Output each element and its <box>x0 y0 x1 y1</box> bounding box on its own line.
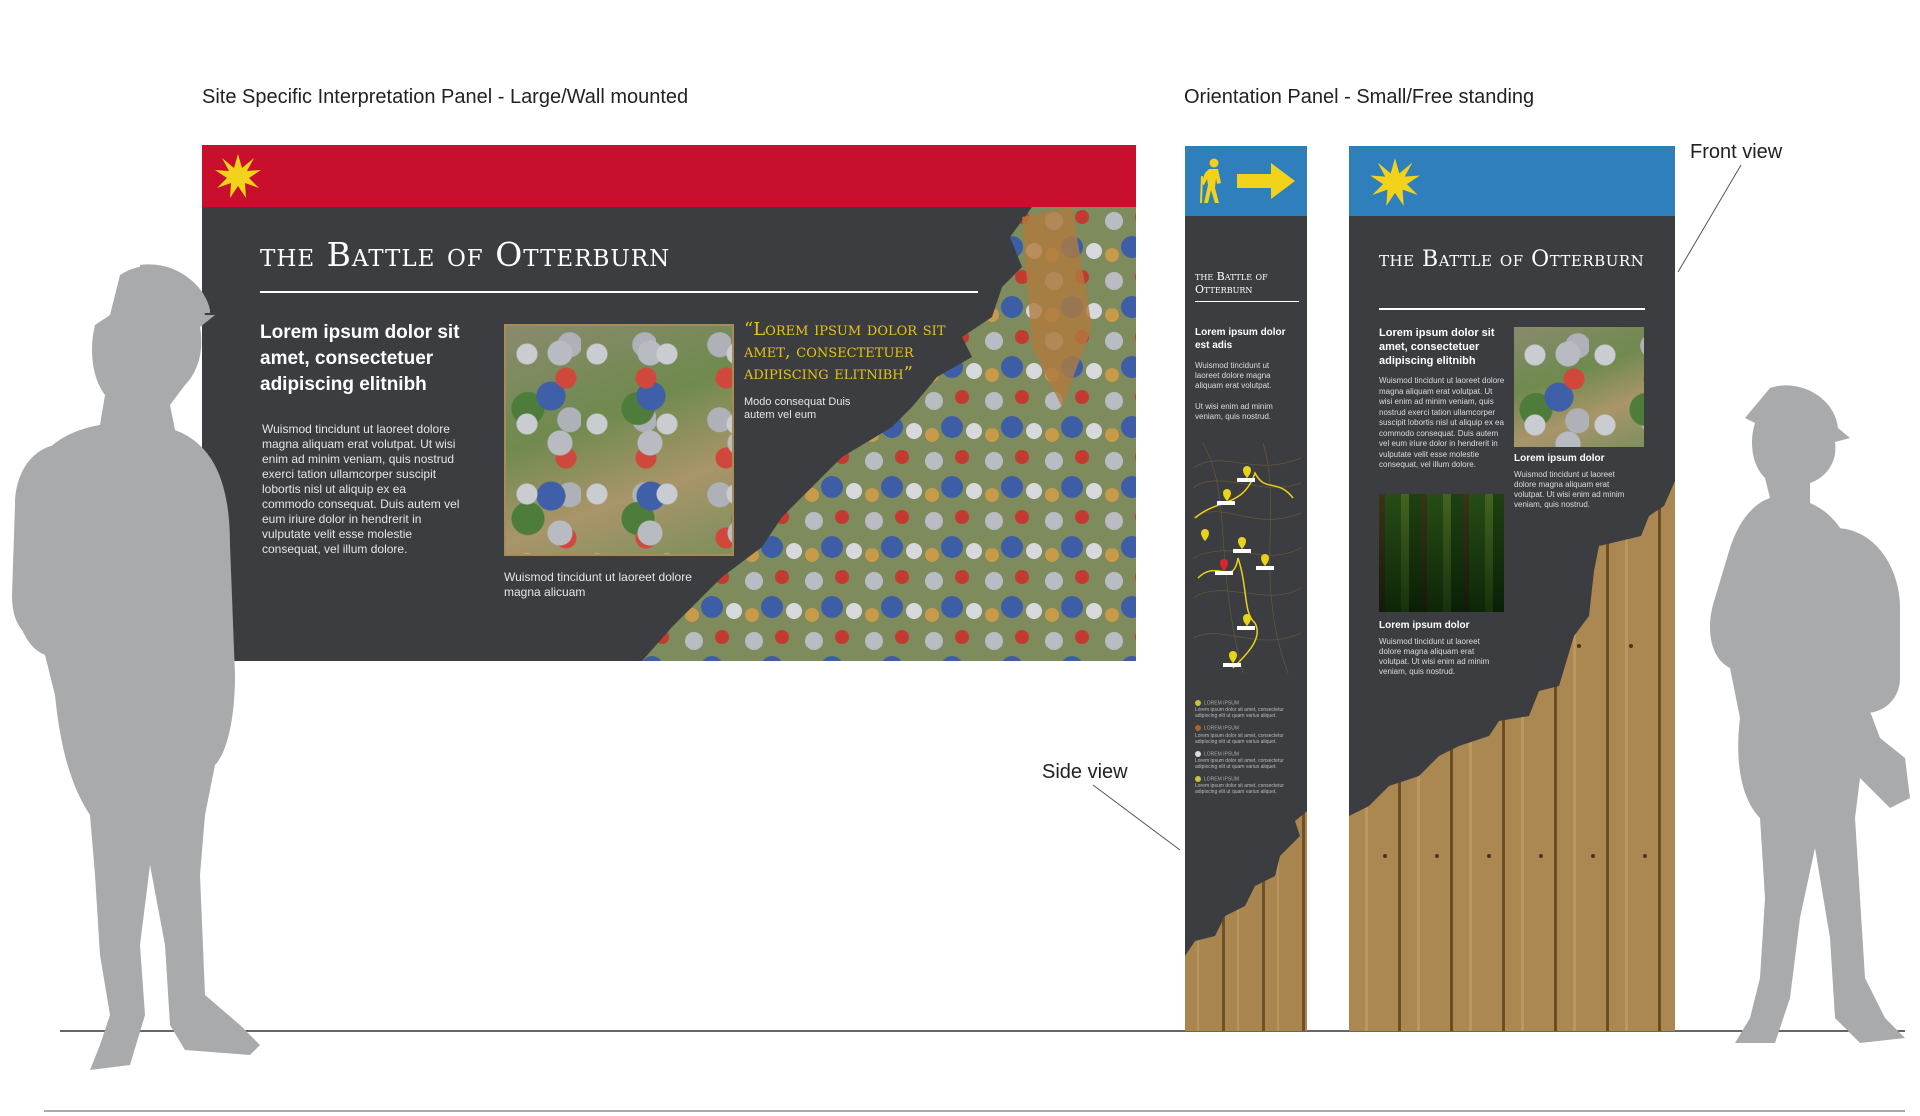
legend-text: Lorem ipsum dolor sit amet, consectetur adipiscing elit ut quam varius aliquet. <box>1195 783 1284 796</box>
large-panel-title: the Battle of Otterburn <box>260 235 671 274</box>
large-interpretation-panel <box>202 145 1136 661</box>
map-legend <box>1195 700 1299 801</box>
manuscript-thumbnail <box>1514 327 1644 447</box>
star-burst-icon <box>1369 156 1421 208</box>
front-panel-body-text: Wuismod tincidunt ut laoreet dolore magna aliquam erat volutpat. Ut wisi enim ad minim veniam, quis nostrud exerci tation ullamcorper suscipit lobortis nisl ut aliquip ex ea commodo consequat. Duis autem vel eum iriure dolor in hendrerit in vulputate velit esse molestie consequat, vel illum dolore. <box>1379 376 1505 469</box>
forest-photo-text: Wuismod tincidunt ut laoreet dolore magna aliquam erat volutpat. Ut wisi enim ad minim veniam, quis nostrud. <box>1379 637 1490 676</box>
legend-label: LOREM IPSUM <box>1204 750 1240 757</box>
legend-label: LOREM IPSUM <box>1204 700 1240 707</box>
trail-map <box>1193 438 1301 678</box>
hiker-icon <box>1199 158 1227 204</box>
legend-text: Lorem ipsum dolor sit amet, consectetur adipiscing elit ut quam varius aliquet. <box>1195 707 1284 720</box>
forest-photo-caption: Lorem ipsum dolor <box>1379 620 1470 631</box>
image-caption: Wuismod tincidunt ut laoreet dolore magna alicuam <box>504 570 692 599</box>
large-panel-header <box>202 145 1136 207</box>
thumbnail-caption: Lorem ipsum dolor <box>1514 453 1605 464</box>
legend-item <box>1195 725 1299 744</box>
side-panel-body-1: Wuismod tincidunt ut laoreet dolore magna aliquam erat volutpat. <box>1195 361 1272 390</box>
thumbnail-text: Wuismod tincidunt ut laoreet dolore magna aliquam erat volutpat. Ut wisi enim ad minim veniam, quis nostrud. <box>1514 470 1625 509</box>
side-panel-title: the Battle of Otterburn <box>1195 270 1268 296</box>
front-title-divider <box>1379 308 1645 310</box>
side-title-divider <box>1195 301 1299 302</box>
title-divider <box>260 291 978 293</box>
side-panel-heading: Lorem ipsum dolor est adis <box>1195 327 1286 351</box>
pull-quote: “Lorem ipsum dolor sit amet, consectetuer adipiscing elitnibh” <box>744 319 946 384</box>
large-panel-caption: Site Specific Interpretation Panel - Large/Wall mounted <box>202 86 689 108</box>
side-panel-header <box>1185 146 1307 216</box>
legend-item <box>1195 700 1299 719</box>
forest-photo <box>1379 494 1504 612</box>
legend-item <box>1195 776 1299 795</box>
large-panel-body-text: Wuismod tincidunt ut laoreet dolore magna aliquam erat volutpat. Ut wisi enim ad minim veniam, quis nostrud exerci tation ullamcorper suscipit lobortis nisl ut aliquip ex ea commodo consequat. Duis autem vel eum iriure dolor in hendrerit in vulputate velit esse molestie consequat, vel illum dolore. <box>262 422 460 556</box>
legend-dot <box>1195 700 1201 706</box>
front-panel-heading: Lorem ipsum dolor sit amet, consectetuer adipiscing elitnibh <box>1379 327 1495 367</box>
front-view-caption: Front view <box>1690 141 1783 163</box>
side-view-caption: Side view <box>1042 761 1128 783</box>
large-panel-heading: Lorem ipsum dolor sit amet, consectetuer adipiscing elitnibh <box>260 322 460 395</box>
orientation-panel-caption: Orientation Panel - Small/Free standing <box>1184 86 1535 108</box>
arrow-right-icon <box>1237 163 1295 199</box>
legend-item <box>1195 751 1299 770</box>
front-panel-header <box>1349 146 1675 216</box>
legend-label: LOREM IPSUM <box>1204 776 1240 783</box>
legend-dot <box>1195 751 1201 757</box>
person-silhouette-right <box>1660 378 1920 1078</box>
person-silhouette-left <box>0 255 270 1085</box>
legend-label: LOREM IPSUM <box>1204 725 1240 732</box>
legend-dot <box>1195 776 1201 782</box>
legend-text: Lorem ipsum dolor sit amet, consectetur adipiscing elit ut quam varius aliquet. <box>1195 757 1284 770</box>
side-panel-body-2: Ut wisi enim ad minim veniam, quis nostrud. <box>1195 402 1273 421</box>
star-burst-icon <box>214 152 262 200</box>
legend-dot <box>1195 725 1201 731</box>
quote-caption: Modo consequat Duis autem vel eum <box>744 396 851 421</box>
legend-text: Lorem ipsum dolor sit amet, consectetur adipiscing elit ut quam varius aliquet. <box>1195 732 1284 745</box>
side-view-panel <box>1185 146 1307 1031</box>
front-view-panel <box>1349 146 1675 1031</box>
manuscript-image <box>504 324 734 556</box>
front-panel-title: the Battle of Otterburn <box>1379 247 1645 272</box>
